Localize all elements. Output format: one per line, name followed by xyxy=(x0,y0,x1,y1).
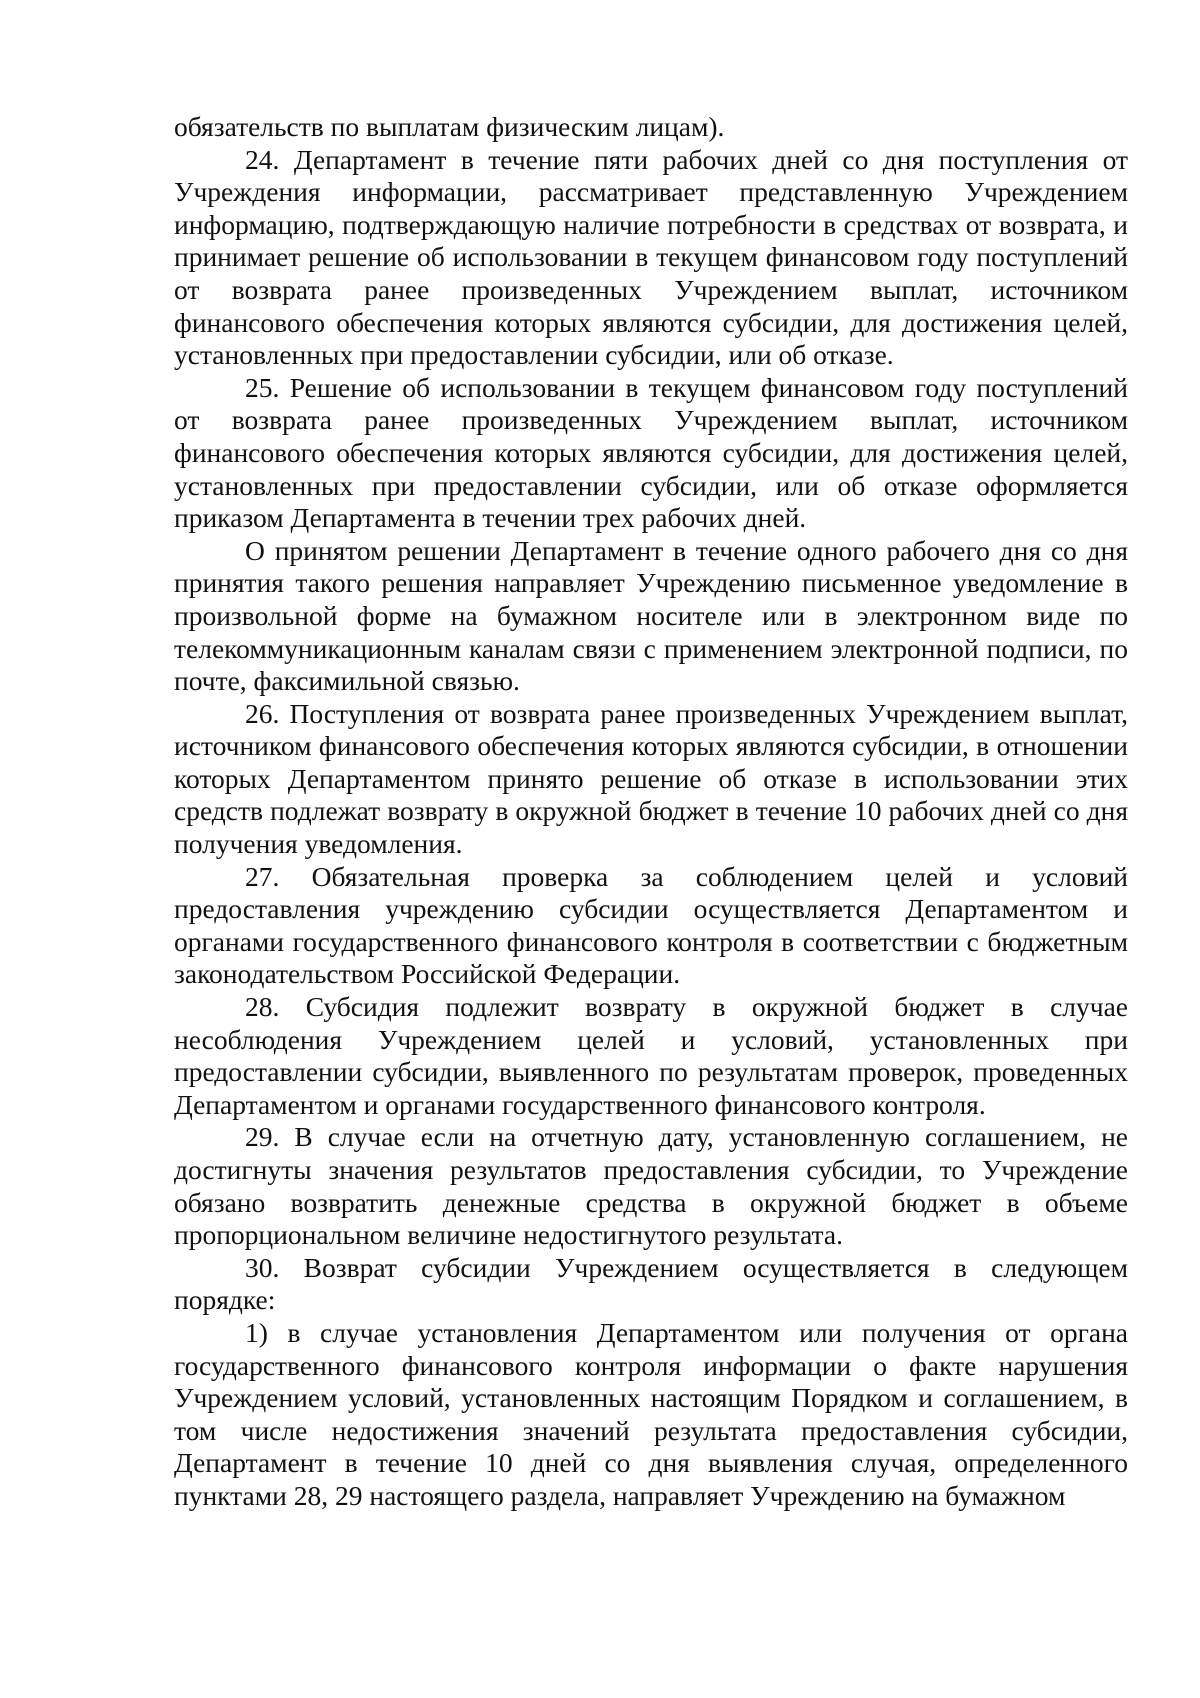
paragraph-item-26: 26. Поступления от возврата ранее произведенных Учреждением выплат, источником финансового обеспечения которых являются субсидии, в отношении которых Департаментом принято решение об отказе в использовании этих средств подлежат возврату в окружной бюджет в течение 10 рабочих дней со дня получения уведомления. xyxy=(174,697,1128,860)
paragraph-item-25: 25. Решение об использовании в текущем финансовом году поступлений от возврата ранее произведенных Учреждением выплат, источником финансового обеспечения которых являются субсидии, для достижения целей, установленных при предоставлении субсидии, или об отказе оформляется приказом Департамента в течении трех рабочих дней. xyxy=(174,371,1128,534)
paragraph-item-29: 29. В случае если на отчетную дату, установленную соглашением, не достигнуты значения результатов предоставления субсидии, то Учреждение обязано возвратить денежные средства в окружной бюджет в объеме пропорциональном величине недостигнутого результата. xyxy=(174,1121,1128,1251)
paragraph-item-27: 27. Обязательная проверка за соблюдением целей и условий предоставления учреждению субсидии осуществляется Департаментом и органами государственного финансового контроля в соответствии с бюджетным законодательством Российской Федерации. xyxy=(174,860,1128,990)
paragraph-subitem-1: 1) в случае установления Департаментом или получения от органа государственного финансового контроля информации о факте нарушения Учреждением условий, установленных настоящим Порядком и соглашением, в том числе недостижения значений результата предоставления субсидии, Департамент в течение 10 дней со дня выявления случая, определенного пунктами 28, 29 настоящего раздела, направляет Учреждению на бумажном xyxy=(174,1316,1128,1511)
paragraph-decision-notice: О принятом решении Департамент в течение одного рабочего дня со дня принятия такого решения направляет Учреждению письменное уведомление в произвольной форме на бумажном носителе или в электронном виде по телекоммуникационным каналам связи с применением электронной подписи, по почте, факсимильной связью. xyxy=(174,534,1128,697)
paragraph-item-24: 24. Департамент в течение пяти рабочих дней со дня поступления от Учреждения информации, рассматривает представленную Учреждением информацию, подтверждающую наличие потребности в средствах от возврата, и принимает решение об использовании в текущем финансовом году поступлений от возврата ранее произведенных Учреждением выплат, источником финансового обеспечения которых являются субсидии, для достижения целей, установленных при предоставлении субсидии, или об отказе. xyxy=(174,143,1128,371)
document-body xyxy=(174,111,1128,1513)
paragraph-continuation: обязательств по выплатам физическим лицам). xyxy=(174,111,725,142)
paragraph-item-30: 30. Возврат субсидии Учреждением осуществляется в следующем порядке: xyxy=(174,1251,1128,1316)
paragraph-item-28: 28. Субсидия подлежит возврату в окружной бюджет в случае несоблюдения Учреждением целей и условий, установленных при предоставлении субсидии, выявленного по результатам проверок, проведенных Департаментом и органами государственного финансового контроля. xyxy=(174,991,1128,1120)
